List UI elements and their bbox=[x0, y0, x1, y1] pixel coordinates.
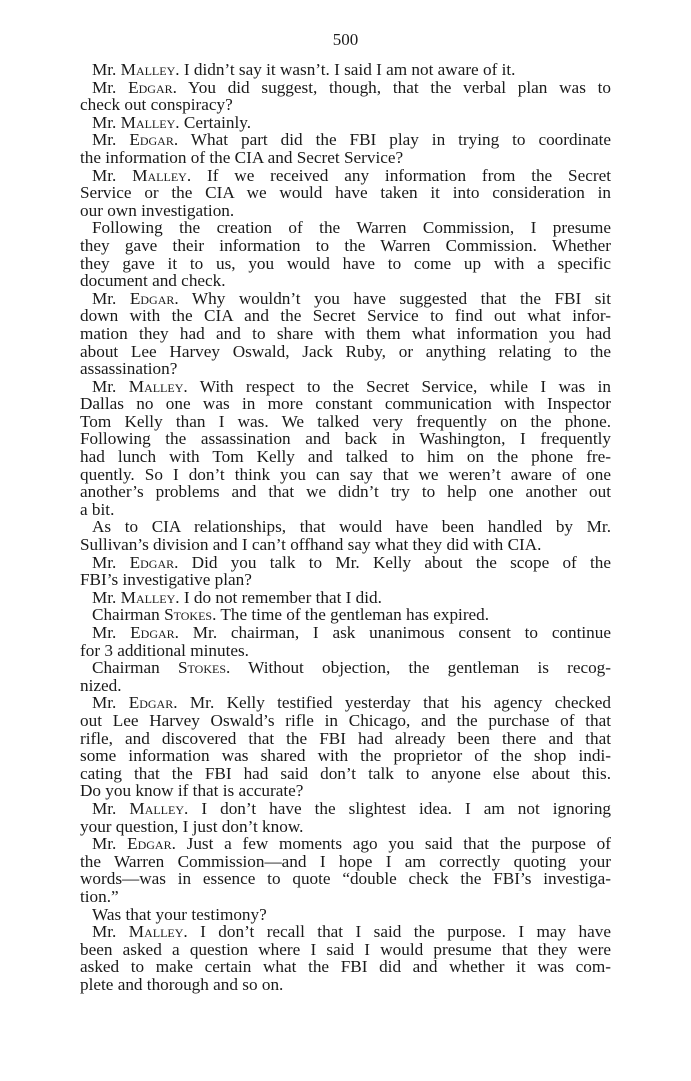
line-text: your question, I just don’t know. bbox=[80, 816, 304, 836]
speaker-name: Stokes bbox=[177, 658, 226, 678]
line-text: . I don’t have the slightest idea. I am not ignoring bbox=[184, 798, 612, 818]
line-text: Service or the CIA we would have taken it into consideration in bbox=[80, 183, 611, 203]
line-text: the Warren Commission—and I hope I am correctly quoting your bbox=[80, 851, 611, 871]
text-line bbox=[80, 149, 611, 167]
line-text: the information of the CIA and Secret Service? bbox=[80, 147, 404, 167]
text-line bbox=[80, 536, 611, 554]
text-line bbox=[80, 202, 611, 220]
line-text: . With respect to the Secret Service, while I was in bbox=[183, 376, 612, 396]
text-line bbox=[80, 96, 611, 114]
line-text: Do you know if that is accurate? bbox=[80, 781, 304, 801]
paragraph bbox=[80, 219, 611, 289]
line-text: . I don’t recall that I said the purpose. I may have bbox=[183, 922, 611, 942]
speaker-name: Malley bbox=[128, 922, 184, 942]
line-text: a bit. bbox=[80, 499, 115, 519]
text-line bbox=[80, 677, 611, 695]
text-line bbox=[80, 378, 611, 396]
text-line bbox=[80, 958, 611, 976]
text-line bbox=[80, 818, 611, 836]
speaker-title: Mr. bbox=[92, 623, 131, 642]
line-text: . Did you talk to Mr. Kelly about the scope of the bbox=[174, 552, 612, 572]
line-text: they gave it to us, you would have to come up with a specific bbox=[80, 253, 611, 273]
line-text: . Certainly. bbox=[175, 112, 251, 132]
line-text: asked to make certain what the FBI did and whether it was com- bbox=[80, 957, 611, 977]
paragraph bbox=[80, 606, 611, 624]
text-line bbox=[80, 554, 611, 572]
speaker-name: Malley bbox=[120, 60, 176, 79]
paragraph bbox=[80, 114, 611, 132]
speaker-name: Edgar bbox=[129, 552, 175, 572]
text-line bbox=[80, 131, 611, 149]
speaker-name: Stokes bbox=[164, 605, 213, 625]
text-line bbox=[80, 782, 611, 800]
text-line bbox=[80, 835, 611, 853]
text-line bbox=[80, 395, 611, 413]
text-line bbox=[80, 571, 611, 589]
line-text: mation they had and to share with them what information you had bbox=[80, 323, 611, 343]
speaker-name: Edgar bbox=[129, 130, 174, 150]
speaker-title: Mr. bbox=[92, 77, 129, 97]
text-line bbox=[80, 343, 611, 361]
speaker-name: Edgar bbox=[128, 693, 174, 713]
line-text: they gave their information to the Warren Commission. Whether bbox=[80, 235, 611, 255]
text-line bbox=[80, 906, 611, 924]
text-line bbox=[80, 237, 611, 255]
paragraph bbox=[80, 659, 611, 694]
text-line bbox=[80, 870, 611, 888]
line-text: plete and thorough and so on. bbox=[80, 974, 284, 994]
line-text: . I didn’t say it wasn’t. I said I am not aware of it. bbox=[175, 60, 516, 79]
speaker-name: Malley bbox=[120, 112, 176, 132]
speaker-title: Mr. bbox=[92, 165, 133, 185]
speaker-title: Mr. bbox=[92, 922, 129, 942]
line-text: assassination? bbox=[80, 359, 178, 379]
text-line bbox=[80, 255, 611, 273]
line-text: document and check. bbox=[80, 271, 226, 291]
line-text: . You did suggest, though, that the verbal plan was to bbox=[172, 77, 612, 97]
speaker-name: Malley bbox=[129, 798, 185, 818]
speaker-title: Mr. bbox=[92, 288, 130, 308]
speaker-name: Edgar bbox=[130, 623, 175, 642]
speaker-name: Malley bbox=[132, 165, 187, 185]
line-text: had lunch with Tom Kelly and talked to him on the phone fre- bbox=[80, 447, 611, 467]
paragraph bbox=[80, 131, 611, 166]
text-line bbox=[80, 941, 611, 959]
line-text: . Just a few moments ago you said that the purpose of bbox=[171, 834, 611, 854]
speaker-title: Chairman bbox=[92, 605, 165, 625]
speaker-title: Mr. bbox=[92, 552, 130, 572]
paragraph bbox=[80, 554, 611, 589]
line-text: for 3 additional minutes. bbox=[80, 640, 249, 660]
line-text: tion.” bbox=[80, 886, 119, 906]
text-line bbox=[80, 888, 611, 906]
line-text: Following the assassination and back in Washington, I frequently bbox=[80, 429, 611, 449]
text-line bbox=[80, 272, 611, 290]
paragraph bbox=[80, 167, 611, 220]
line-text: nized. bbox=[80, 675, 122, 695]
paragraph bbox=[80, 518, 611, 553]
speaker-title: Mr. bbox=[92, 130, 130, 150]
speaker-title: Mr. bbox=[92, 798, 130, 818]
speaker-title: Mr. bbox=[92, 587, 121, 607]
paragraph bbox=[80, 835, 611, 905]
text-line bbox=[80, 114, 611, 132]
line-text: . I do not remember that I did. bbox=[175, 587, 382, 607]
text-line bbox=[80, 79, 611, 97]
paragraph bbox=[80, 378, 611, 519]
line-text: Was that your testimony? bbox=[92, 904, 267, 924]
paragraph bbox=[80, 906, 611, 924]
paragraph bbox=[80, 923, 611, 993]
paragraph bbox=[80, 800, 611, 835]
speaker-title: Mr. bbox=[92, 112, 121, 132]
line-text: quently. So I don’t think you can say that we weren’t aware of one bbox=[80, 464, 611, 484]
speaker-name: Edgar bbox=[128, 77, 173, 97]
speaker-name: Malley bbox=[128, 376, 184, 396]
paragraph bbox=[80, 624, 611, 659]
text-line bbox=[80, 747, 611, 765]
text-line bbox=[80, 853, 611, 871]
text-line bbox=[80, 360, 611, 378]
text-line bbox=[80, 800, 611, 818]
text-line bbox=[80, 219, 611, 237]
text-line bbox=[80, 325, 611, 343]
line-text: another’s problems and that we didn’t try to help one another out bbox=[80, 482, 611, 502]
speaker-title: Mr. bbox=[92, 376, 129, 396]
paragraph bbox=[80, 61, 611, 79]
text-line bbox=[80, 430, 611, 448]
speaker-title: Chairman bbox=[92, 658, 178, 678]
speaker-title: Mr. bbox=[92, 60, 121, 79]
text-line bbox=[80, 730, 611, 748]
text-line bbox=[80, 61, 611, 79]
line-text: . Without objection, the gentleman is recog- bbox=[226, 658, 612, 678]
line-text: words—was in essence to quote “double check the FBI’s investiga- bbox=[80, 869, 611, 889]
paragraph bbox=[80, 290, 611, 378]
line-text: some information was shared with the proprietor of the shop indi- bbox=[80, 746, 611, 766]
text-line bbox=[80, 518, 611, 536]
speaker-name: Edgar bbox=[129, 288, 175, 308]
text-line bbox=[80, 624, 611, 642]
paragraph bbox=[80, 79, 611, 114]
line-text: out Lee Harvey Oswald’s rifle in Chicago, and the purchase of that bbox=[80, 710, 611, 730]
speaker-title: Mr. bbox=[92, 834, 128, 854]
speaker-title: Mr. bbox=[92, 693, 129, 713]
line-text: As to CIA relationships, that would have been handled by Mr. bbox=[92, 517, 611, 537]
text-line bbox=[80, 923, 611, 941]
text-line bbox=[80, 290, 611, 308]
text-line bbox=[80, 448, 611, 466]
text-line bbox=[80, 307, 611, 325]
line-text: check out conspiracy? bbox=[80, 95, 233, 115]
line-text: cating that the FBI had said don’t talk to anyone else about this. bbox=[80, 763, 611, 783]
line-text: our own investigation. bbox=[80, 200, 235, 220]
line-text: been asked a question where I said I would presume that they were bbox=[80, 939, 611, 959]
paragraph bbox=[80, 694, 611, 800]
text-line bbox=[80, 694, 611, 712]
line-text: about Lee Harvey Oswald, Jack Ruby, or anything relating to the bbox=[80, 341, 611, 361]
line-text: . If we received any information from the Secret bbox=[186, 165, 611, 185]
page-number: 500 bbox=[332, 30, 359, 49]
text-line bbox=[80, 589, 611, 607]
document-body bbox=[80, 61, 611, 993]
line-text: . Mr. chairman, I ask unanimous consent to continue bbox=[174, 623, 611, 642]
line-text: rifle, and discovered that the FBI had already been there and that bbox=[80, 728, 611, 748]
text-line bbox=[80, 606, 611, 624]
text-line bbox=[80, 501, 611, 519]
text-line bbox=[80, 659, 611, 677]
line-text: . Mr. Kelly testified yesterday that his agency checked bbox=[173, 693, 611, 713]
speaker-name: Edgar bbox=[127, 834, 172, 854]
line-text: down with the CIA and the Secret Service to find out what infor- bbox=[80, 306, 611, 326]
speaker-name: Malley bbox=[120, 587, 176, 607]
line-text: Dallas no one was in more constant communication with Inspector bbox=[80, 394, 611, 414]
line-text: . The time of the gentleman has expired. bbox=[212, 605, 490, 625]
line-text: Following the creation of the Warren Commission, I presume bbox=[92, 218, 611, 238]
text-line bbox=[80, 413, 611, 431]
paragraph bbox=[80, 589, 611, 607]
text-line bbox=[80, 466, 611, 484]
text-line bbox=[80, 976, 611, 994]
text-line bbox=[80, 167, 611, 185]
text-line bbox=[80, 483, 611, 501]
line-text: . Why wouldn’t you have suggested that the FBI sit bbox=[174, 288, 611, 308]
line-text: FBI’s investigative plan? bbox=[80, 570, 252, 590]
text-line bbox=[80, 184, 611, 202]
text-line bbox=[80, 642, 611, 660]
text-line bbox=[80, 712, 611, 730]
text-line bbox=[80, 765, 611, 783]
line-text: Sullivan’s division and I can’t offhand say what they did with CIA. bbox=[80, 535, 542, 555]
line-text: Tom Kelly than I was. We talked very frequently on the phone. bbox=[80, 411, 611, 431]
line-text: . What part did the FBI play in trying to coordinate bbox=[173, 130, 611, 150]
